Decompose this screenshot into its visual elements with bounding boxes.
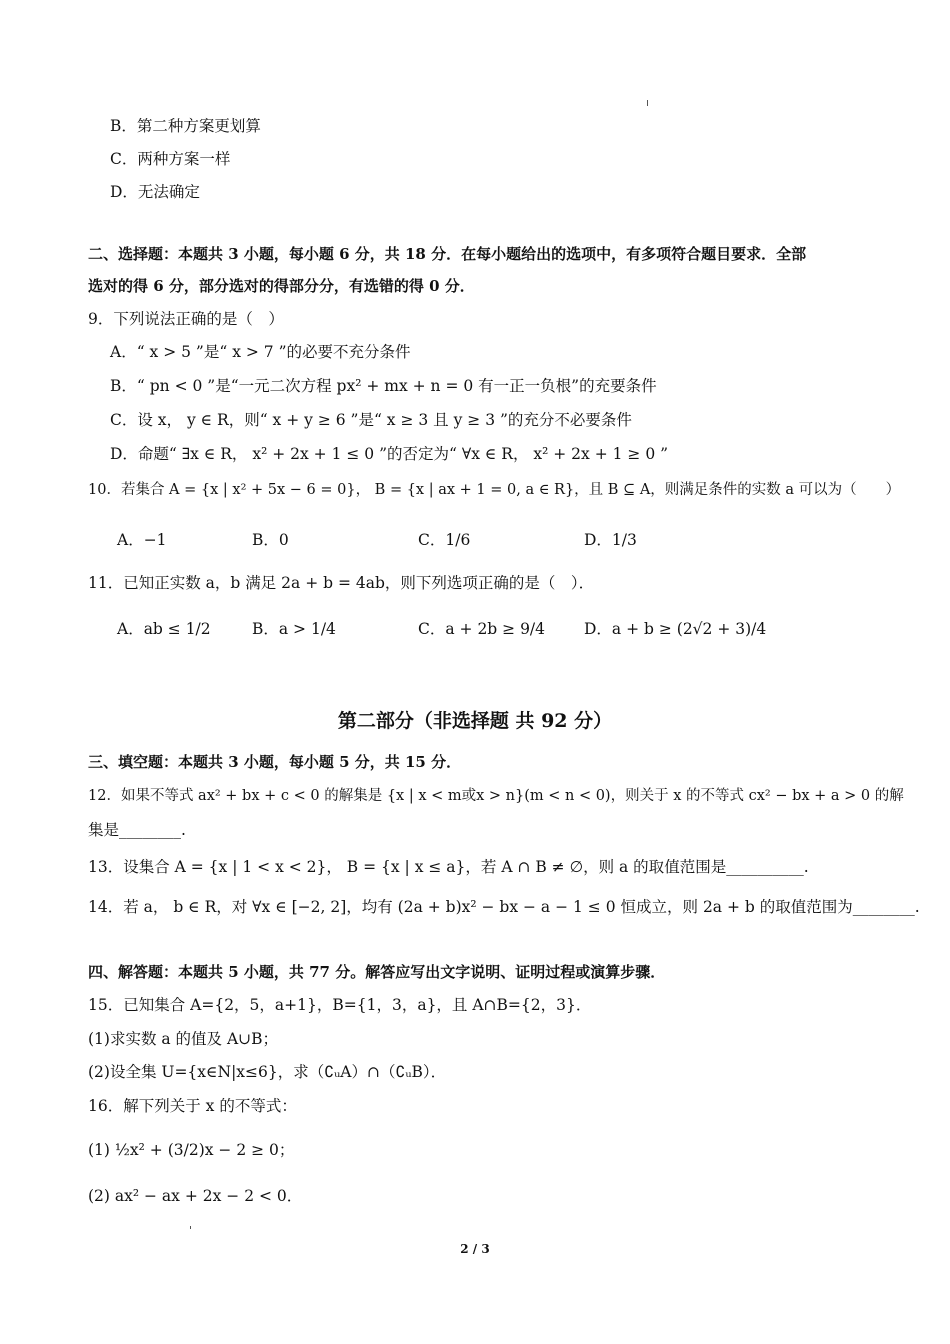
q10-option-d: D．1/3: [584, 531, 637, 549]
q15-stem: 15．已知集合 A={2，5，a+1}，B={1，3，a}，且 A∩B={2，3}．: [88, 996, 592, 1014]
q16-stem: 16．解下列关于 x 的不等式：: [88, 1097, 297, 1115]
q8-option-c: C．两种方案一样: [110, 150, 231, 168]
part2-title: 第二部分（非选择题 共 92 分）: [337, 710, 613, 732]
q9-option-d: D．命题“ ∃x ∈ R， x² + 2x + 1 ≤ 0 ”的否定为“ ∀x ∈ R， x² + 2x + 1 ≥ 0 ”: [110, 445, 669, 463]
stray-mark: [190, 1226, 191, 1229]
section2-heading-line1: 二、选择题：本题共 3 小题，每小题 6 分，共 18 分．在每小题给出的选项中，有多项符合题目要求．全部: [88, 245, 807, 263]
q8-option-d: D．无法确定: [110, 183, 200, 201]
q16-part2: (2) ax² − ax + 2x − 2 < 0．: [88, 1187, 303, 1205]
q10-option-b: B．0: [252, 531, 289, 549]
section2-heading-line2: 选对的得 6 分，部分选对的得部分分，有选错的得 0 分．: [88, 277, 475, 295]
q12-line1: 12．如果不等式 ax² + bx + c < 0 的解集是 {x | x < m或x > n}(m < n < 0)，则关于 x 的不等式 cx² − bx + a > 0 的解: [88, 788, 904, 804]
q8-option-b: B．第二种方案更划算: [110, 117, 261, 135]
q10-option-c: C．1/6: [418, 531, 471, 549]
q11-option-d: D．a + b ≥ (2√2 + 3)/4: [584, 620, 767, 638]
q10-stem: 10．若集合 A = {x | x² + 5x − 6 = 0}， B = {x | ax + 1 = 0, a ∈ R}，且 B ⊆ A，则满足条件的实数 a 可以为（ ）: [88, 482, 901, 498]
q12-line2: 集是________.: [88, 821, 186, 839]
q9-stem: 9．下列说法正确的是（ ）: [88, 310, 284, 328]
q11-option-b: B．a > 1/4: [252, 620, 336, 638]
stray-mark: [647, 100, 648, 106]
q9-option-b: B．“ pn < 0 ”是“一元二次方程 px² + mx + n = 0 有一正一负根”的充要条件: [110, 377, 657, 395]
page-number: 2 / 3: [460, 1242, 490, 1256]
q13: 13．设集合 A = {x | 1 < x < 2}， B = {x | x ≤ a}，若 A ∩ B ≠ ∅，则 a 的取值范围是__________.: [88, 858, 809, 876]
section3-heading: 三、填空题：本题共 3 小题，每小题 5 分，共 15 分．: [88, 753, 462, 771]
q9-option-c: C．设 x， y ∈ R，则“ x + y ≥ 6 ”是“ x ≥ 3 且 y ≥ 3 ”的充分不必要条件: [110, 411, 632, 429]
section4-heading: 四、解答题：本题共 5 小题，共 77 分。解答应写出文字说明、证明过程或演算步骤．: [88, 963, 666, 981]
q16-part1: (1) ½x² + (3/2)x − 2 ≥ 0；: [88, 1141, 295, 1159]
q11-option-a: A．ab ≤ 1/2: [117, 620, 211, 638]
q11-stem: 11．已知正实数 a，b 满足 2a + b = 4ab，则下列选项正确的是（ ）．: [88, 574, 595, 592]
q11-option-c: C．a + 2b ≥ 9/4: [418, 620, 546, 638]
q10-option-a: A．−1: [117, 531, 167, 549]
q15-part2: (2)设全集 U={x∈N|x≤6}，求（∁ᵤA）∩（∁ᵤB）．: [88, 1063, 447, 1081]
q14: 14．若 a， b ∈ R，对 ∀x ∈ [−2, 2]，均有 (2a + b)x² − bx − a − 1 ≤ 0 恒成立，则 2a + b 的取值范围为________.: [88, 898, 920, 916]
q9-option-a: A．“ x > 5 ”是“ x > 7 ”的必要不充分条件: [110, 343, 411, 361]
q15-part1: (1)求实数 a 的值及 A∪B；: [88, 1030, 279, 1048]
